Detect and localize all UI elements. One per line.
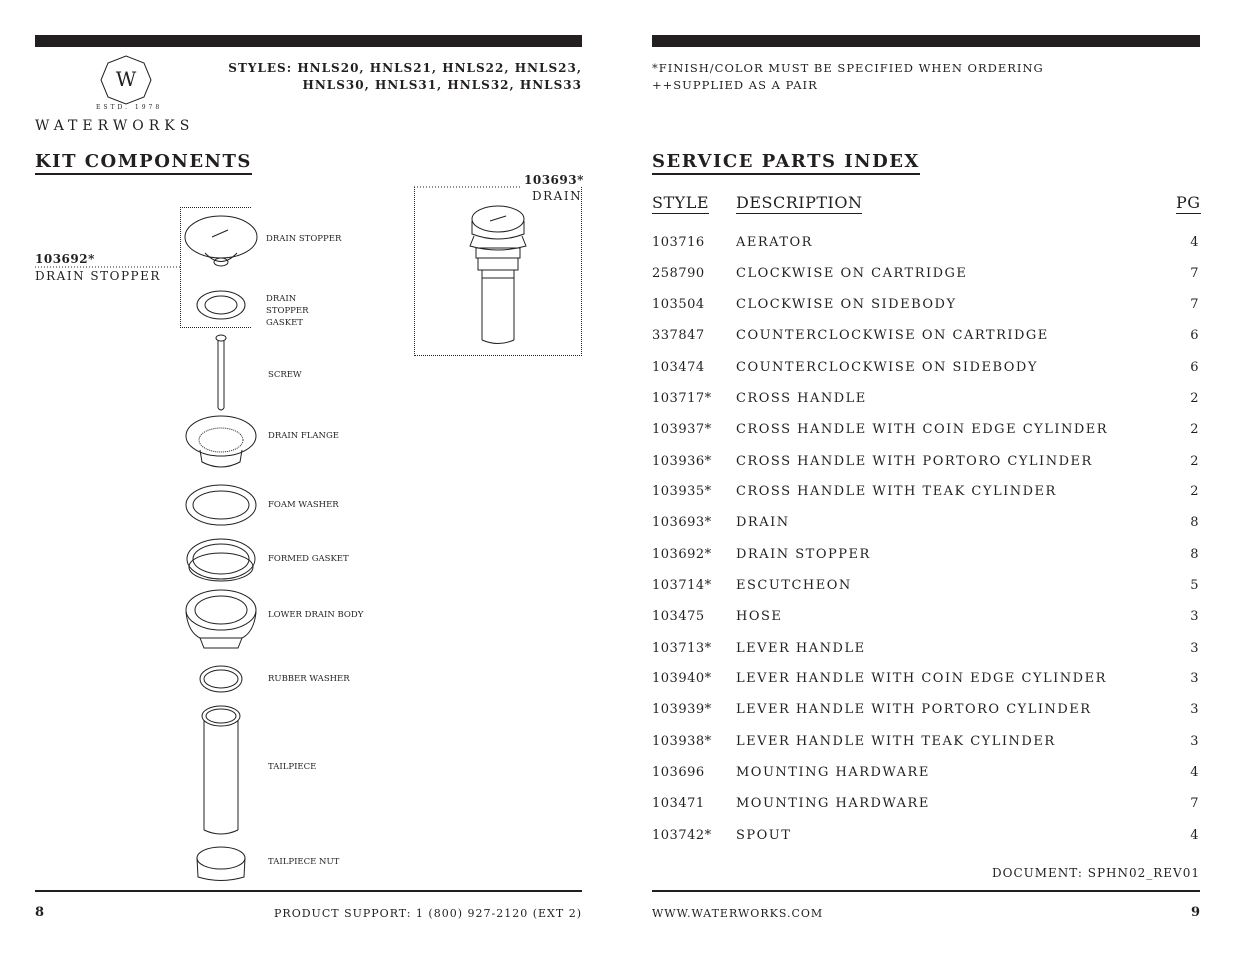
row-description: SPOUT [736,828,792,843]
part-label-foam-washer: FOAM WASHER [268,500,339,510]
table-row [652,609,1200,629]
table-row [652,422,1200,442]
row-description: AERATOR [736,235,813,250]
row-page: 2 [1190,422,1200,437]
row-style: 103717* [652,391,712,406]
row-description: LEVER HANDLE WITH PORTORO CYLINDER [736,702,1092,717]
row-description: COUNTERCLOCKWISE ON SIDEBODY [736,360,1038,375]
row-page: 2 [1190,391,1200,406]
row-page: 7 [1190,796,1200,811]
row-style: 103692* [652,547,712,562]
column-header-style: STYLE [652,193,709,212]
column-header-description: DESCRIPTION [736,193,863,212]
row-style: 103474 [652,360,705,375]
styles-line-1: STYLES: HNLS20, HNLS21, HNLS22, HNLS23, [228,61,582,75]
row-style: 103693* [652,515,712,530]
table-row [652,484,1200,504]
row-style: 103713* [652,641,712,656]
row-style: 337847 [652,328,705,343]
drain-part-number: 103693* [524,173,584,187]
row-style: 103714* [652,578,712,593]
stopper-part-label: DRAIN STOPPER [35,269,161,283]
website-link[interactable]: WWW.WATERWORKS.COM [652,907,824,920]
row-description: HOSE [736,609,783,624]
row-page: 3 [1190,734,1200,749]
row-page: 7 [1190,266,1200,281]
part-label-drain-stopper: DRAIN STOPPER [266,234,342,244]
styles-list [162,60,582,94]
document-id: DOCUMENT: SPHN02_REV01 [992,866,1200,880]
row-description: LEVER HANDLE [736,641,866,656]
row-description: DRAIN STOPPER [736,547,871,562]
row-page: 2 [1190,454,1200,469]
row-page: 2 [1190,484,1200,499]
left-page-number: 8 [35,905,45,920]
row-page: 4 [1190,828,1200,843]
row-style: 103471 [652,796,705,811]
table-row [652,454,1200,474]
finish-note: *FINISH/COLOR MUST BE SPECIFIED WHEN ORDERING [652,61,1044,75]
logo-estd: ESTD. 1978 [96,104,163,111]
table-row [652,266,1200,286]
row-page: 6 [1190,328,1200,343]
drain-callout-box [414,187,582,356]
row-page: 3 [1190,671,1200,686]
row-page: 6 [1190,360,1200,375]
stopper-callout-box [180,207,251,328]
row-style: 103938* [652,734,712,749]
logo-wordmark: WATERWORKS [35,118,195,134]
part-label-lower-drain-body: LOWER DRAIN BODY [268,610,364,620]
part-label-tailpiece-nut: TAILPIECE NUT [268,857,340,867]
table-row [652,360,1200,380]
table-row [652,734,1200,754]
right-footer-rule [652,890,1200,892]
styles-line-2: HNLS30, HNLS31, HNLS32, HNLS33 [302,78,582,92]
table-row [652,515,1200,535]
service-parts-index-title: SERVICE PARTS INDEX [652,151,920,175]
row-description: MOUNTING HARDWARE [736,765,930,780]
part-label-drain-stopper-gasket: DRAIN STOPPER GASKET [266,294,309,328]
row-description: CLOCKWISE ON CARTRIDGE [736,266,968,281]
table-row [652,328,1200,348]
table-row [652,547,1200,567]
part-label-drain-flange: DRAIN FLANGE [268,431,339,441]
kit-components-title: KIT COMPONENTS [35,151,252,175]
part-label-rubber-washer: RUBBER WASHER [268,674,350,684]
row-style: 103742* [652,828,712,843]
row-description: CROSS HANDLE WITH PORTORO CYLINDER [736,454,1093,469]
table-row [652,796,1200,816]
logo-monogram: W [115,67,137,91]
drain-part-label: DRAIN [532,189,583,203]
left-header-bar [35,35,582,47]
row-description: LEVER HANDLE WITH COIN EDGE CYLINDER [736,671,1107,686]
stopper-part-number: 103692* [35,252,95,266]
row-style: 103936* [652,454,712,469]
row-description: ESCUTCHEON [736,578,852,593]
table-row [652,641,1200,661]
row-style: 103935* [652,484,712,499]
row-style: 103696 [652,765,705,780]
table-row [652,235,1200,255]
table-row [652,391,1200,411]
row-description: CROSS HANDLE [736,391,867,406]
table-row [652,828,1200,848]
table-row [652,702,1200,722]
table-row [652,671,1200,691]
row-description: DRAIN [736,515,790,530]
part-label-tailpiece: TAILPIECE [268,762,317,772]
row-description: CROSS HANDLE WITH TEAK CYLINDER [736,484,1057,499]
row-page: 8 [1190,515,1200,530]
right-header-bar [652,35,1200,47]
row-page: 3 [1190,702,1200,717]
table-row [652,578,1200,598]
product-support-text: PRODUCT SUPPORT: 1 (800) 927-2120 (EXT 2) [274,907,582,920]
row-style: 103937* [652,422,712,437]
row-style: 103940* [652,671,712,686]
column-header-pg: PG [1176,193,1201,212]
row-style: 103475 [652,609,705,624]
row-page: 4 [1190,235,1200,250]
row-description: CLOCKWISE ON SIDEBODY [736,297,957,312]
table-row [652,297,1200,317]
part-label-formed-gasket: FORMED GASKET [268,554,349,564]
row-description: CROSS HANDLE WITH COIN EDGE CYLINDER [736,422,1109,437]
row-style: 103504 [652,297,705,312]
row-description: MOUNTING HARDWARE [736,796,930,811]
table-row [652,765,1200,785]
row-page: 4 [1190,765,1200,780]
left-footer-rule [35,890,582,892]
row-page: 3 [1190,641,1200,656]
row-description: LEVER HANDLE WITH TEAK CYLINDER [736,734,1056,749]
pair-note: ++SUPPLIED AS A PAIR [652,78,818,92]
part-label-screw: SCREW [268,370,302,380]
row-page: 7 [1190,297,1200,312]
row-style: 103939* [652,702,712,717]
row-style: 103716 [652,235,705,250]
row-page: 8 [1190,547,1200,562]
row-page: 5 [1190,578,1200,593]
row-description: COUNTERCLOCKWISE ON CARTRIDGE [736,328,1049,343]
row-style: 258790 [652,266,705,281]
row-page: 3 [1190,609,1200,624]
right-page-number: 9 [1190,905,1200,920]
